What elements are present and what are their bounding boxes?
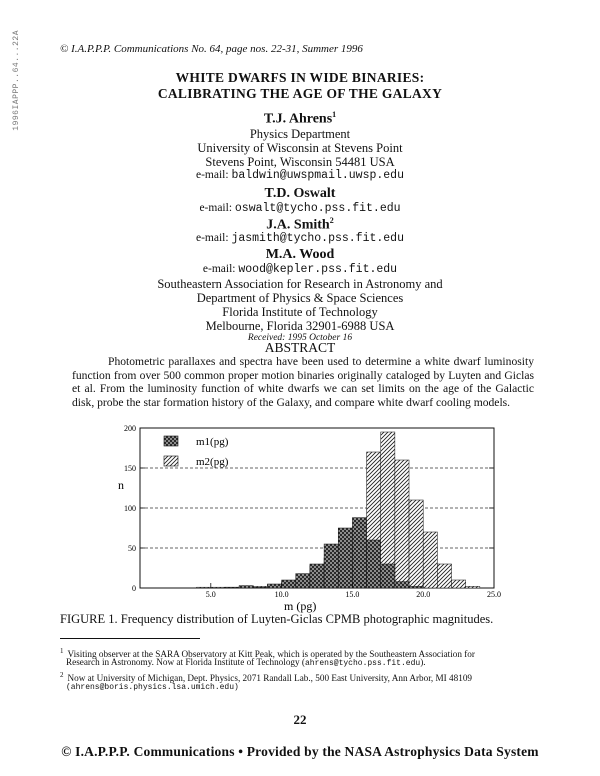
bar-m2: [466, 586, 480, 588]
author-name: T.D. Oswalt: [264, 186, 336, 201]
bar-m1: [395, 582, 409, 588]
y-tick-label: 100: [124, 504, 136, 513]
author-name-text: J.A. Smith: [266, 217, 330, 233]
affiliation-line: Florida Institute of Technology: [222, 305, 378, 319]
footnote-email[interactable]: ahrens@tycho.pss.fit.edu: [304, 659, 421, 668]
abstract-body: Photometric parallaxes and spectra have been used to determine a white dwarf luminosity function from over 500 common proper motion binaries originally cataloged by Luyten and Giclas et al. From the luminosity function of white dwarfs we can set limits on the age of the Galactic disk, probe the star formation history of the Galaxy, and compare white dwarf cooling models.: [72, 355, 534, 409]
legend-swatch-m1: [164, 436, 178, 446]
footnote-mark: 1: [60, 647, 64, 655]
bar-m1: [267, 584, 281, 588]
footnote-2-cont: [66, 681, 546, 693]
affiliation-line: Stevens Point, Wisconsin 54481 USA: [205, 155, 395, 169]
bar-m1: [352, 518, 366, 588]
page-footer: © I.A.P.P.P. Communications • Provided by the NASA Astrophysics Data System: [61, 744, 539, 759]
affiliation-line: Department of Physics & Space Sciences: [196, 291, 404, 305]
bar-m1: [282, 580, 296, 588]
author-name-text: T.J. Ahrens: [263, 111, 333, 127]
bar-m2: [437, 564, 451, 588]
affiliation-line: Melbourne, Florida 32901-6988 USA: [205, 319, 395, 333]
y-tick-label: 150: [124, 464, 136, 473]
paper-title-line-1: WHITE DWARFS IN WIDE BINARIES:: [175, 70, 425, 85]
author-footnote-mark: 1: [332, 110, 337, 119]
bar-m1: [409, 586, 423, 588]
page-number: 22: [293, 712, 307, 727]
x-axis-label: m (pg): [284, 599, 317, 613]
email-label: e-mail:: [196, 232, 229, 244]
email-link[interactable]: wood@kepler.pss.fit.edu: [238, 263, 398, 276]
y-tick-label: 200: [124, 424, 136, 433]
bar-m2: [423, 532, 437, 588]
footnote-text: Research in Astronomy. Now at Florida Institute of Technology (: [66, 657, 305, 667]
bar-m2: [395, 460, 409, 588]
bar-m2: [409, 500, 423, 588]
abstract-heading: ABSTRACT: [264, 340, 336, 355]
author-footnote-mark: 2: [329, 216, 334, 225]
bar-m2: [197, 587, 211, 588]
footnote-text: Visiting observer at the SARA Observatory at Kitt Peak, which is operated by the Southeastern Association for: [67, 649, 475, 660]
bar-m1: [324, 544, 338, 588]
footnote-text: Now at University of Michigan, Dept. Physics, 2071 Randall Lab., 500 East University, Ann Arbor, MI 48109: [67, 673, 473, 684]
email-link[interactable]: oswalt@tycho.pss.fit.edu: [234, 202, 401, 215]
footnote-mark: 2: [60, 671, 64, 679]
bar-m1: [296, 574, 310, 588]
footnote-text: ).: [420, 657, 426, 667]
bar-m2: [452, 580, 466, 588]
received-date: Received: 1995 October 16: [247, 333, 353, 343]
bar-m1: [338, 528, 352, 588]
email-label: e-mail:: [196, 169, 229, 181]
x-tick-label: 15.0: [345, 590, 360, 599]
affiliation-line: University of Wisconsin at Stevens Point: [197, 141, 403, 155]
journal-citation: © I.A.P.P.P. Communications No. 64, page nos. 22-31, Summer 1996: [60, 43, 363, 55]
footnote-1-cont: [66, 657, 546, 669]
legend-label-m1: m1(pg): [196, 436, 229, 448]
x-tick-label: 20.0: [416, 590, 431, 599]
bar-m1: [381, 564, 395, 588]
author-name: M.A. Wood: [265, 247, 335, 262]
email-label: e-mail:: [199, 202, 233, 214]
legend-label-m2: m2(pg): [196, 456, 229, 468]
side-bibcode: 1996IAPPP..64...22A: [12, 30, 21, 131]
y-tick-label: 50: [128, 544, 136, 553]
affiliation-line: Southeastern Association for Research in Astronomy and: [157, 277, 443, 291]
figure-caption: FIGURE 1. Frequency distribution of Luyten-Giclas CPMB photographic magnitudes.: [60, 612, 494, 626]
bar-m1: [253, 587, 267, 588]
paper-title-line-2: CALIBRATING THE AGE OF THE GALAXY: [157, 86, 443, 101]
email-link[interactable]: baldwin@uwspmail.uwsp.edu: [231, 169, 404, 182]
footnote-email[interactable]: (ahrens@boris.physics.lsa.umich.edu): [66, 683, 239, 692]
bar-m2: [211, 587, 225, 588]
footnote-divider: [60, 638, 200, 639]
email-link[interactable]: jasmith@tycho.pss.fit.edu: [231, 232, 404, 245]
x-tick-label: 5.0: [205, 590, 216, 599]
email-label: e-mail:: [202, 263, 236, 275]
x-tick-label: 25.0: [487, 590, 501, 599]
affiliation-line: Physics Department: [249, 127, 351, 141]
bar-m1: [310, 564, 324, 588]
bar-m1: [225, 587, 239, 588]
x-tick-label: 10.0: [274, 590, 289, 599]
legend-swatch-m2: [164, 456, 178, 466]
y-tick-label: 0: [132, 584, 136, 593]
bar-m1: [239, 586, 253, 588]
y-axis-label: n: [118, 478, 124, 492]
bar-m1: [367, 540, 381, 588]
